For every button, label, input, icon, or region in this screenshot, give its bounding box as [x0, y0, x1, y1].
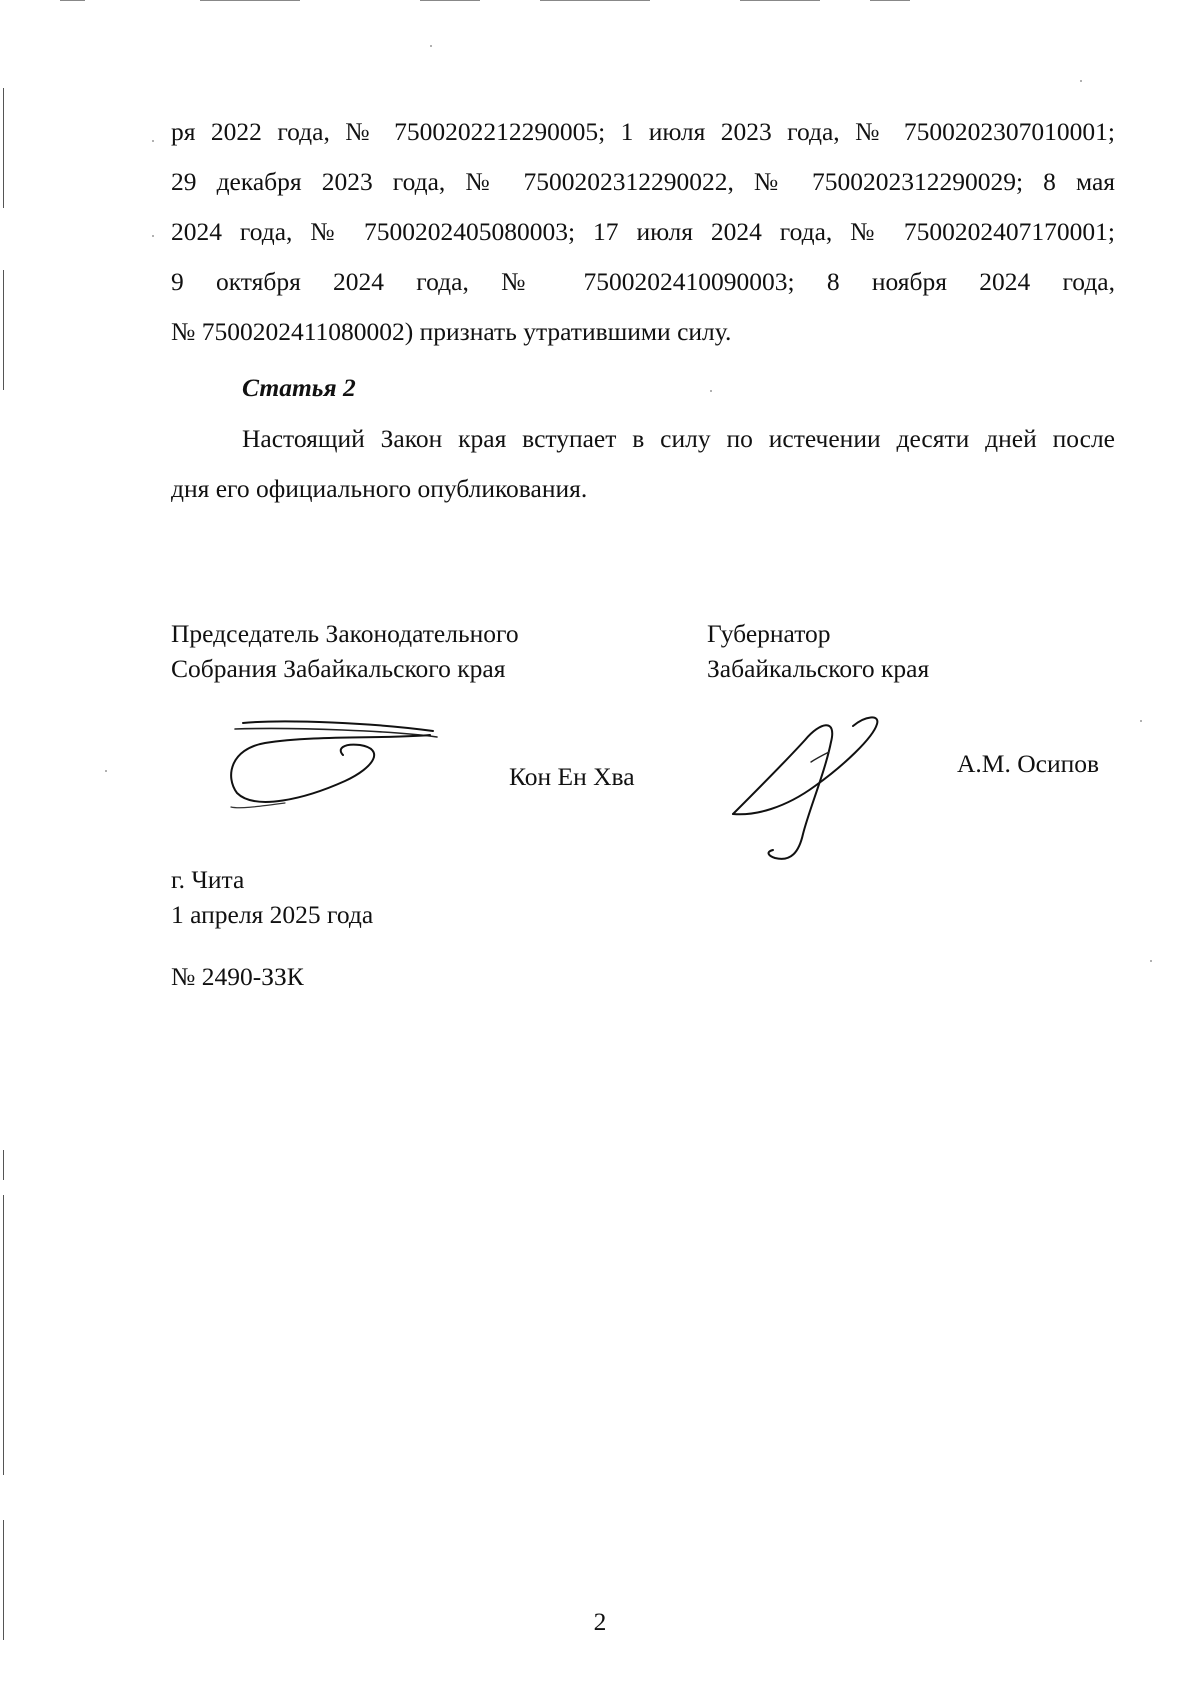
article-1-continuation [171, 107, 1115, 357]
scan-speck [710, 390, 712, 392]
paragraph-line: 29 декабря 2023 года, № 7500202312290022, № 7500202312290029; 8 мая [171, 167, 1115, 196]
scan-top-mark [740, 0, 820, 1]
title-line: Забайкальского края [707, 654, 930, 683]
scan-speck [1080, 80, 1082, 82]
scan-speck [152, 140, 154, 142]
scan-speck [1150, 960, 1152, 962]
scan-top-mark [60, 0, 85, 1]
paragraph-line: 9 октября 2024 года, № 7500202410090003; 8 ноября 2024 года, [171, 267, 1115, 296]
right-signature [725, 712, 885, 872]
scan-edge-mark [3, 88, 4, 208]
scan-top-mark [540, 0, 650, 1]
paragraph-line: Настоящий Закон края вступает в силу по истечении десяти дней после [242, 424, 1115, 453]
scan-edge-mark [3, 270, 4, 390]
signing-date: 1 апреля 2025 года [171, 900, 374, 929]
city: г. Чита [171, 865, 245, 894]
scan-speck [1140, 720, 1142, 722]
scan-speck [152, 235, 154, 237]
page-number: 2 [593, 1607, 607, 1636]
scan-top-mark [870, 0, 910, 1]
title-line: Собрания Забайкальского края [171, 654, 506, 683]
law-number: № 2490-ЗЗК [171, 962, 304, 991]
scan-edge-mark [3, 1195, 4, 1475]
left-signature [225, 715, 445, 815]
title-line: Губернатор [707, 619, 831, 648]
article-heading: Статья 2 [242, 373, 356, 402]
paragraph-line: дня его официального опубликования. [171, 474, 588, 503]
left-signatory-title [171, 616, 519, 686]
right-signatory-title [707, 616, 929, 686]
paragraph-line: № 7500202411080002) признать утратившими силу. [171, 317, 732, 346]
article-2-text [171, 414, 1115, 514]
left-signatory-name: Кон Ен Хва [509, 762, 635, 791]
scan-top-mark [420, 0, 480, 1]
scan-edge-mark [3, 1150, 4, 1180]
title-line: Председатель Законодательного [171, 619, 519, 648]
place-and-date [171, 862, 373, 932]
scan-speck [430, 45, 432, 47]
scan-speck [105, 770, 107, 772]
paragraph-line: 2024 года, № 7500202405080003; 17 июля 2024 года, № 7500202407170001; [171, 217, 1115, 246]
right-signatory-name: А.М. Осипов [957, 749, 1100, 778]
paragraph-line: ря 2022 года, № 7500202212290005; 1 июля 2023 года, № 7500202307010001; [171, 117, 1115, 146]
scan-top-mark [200, 0, 300, 1]
